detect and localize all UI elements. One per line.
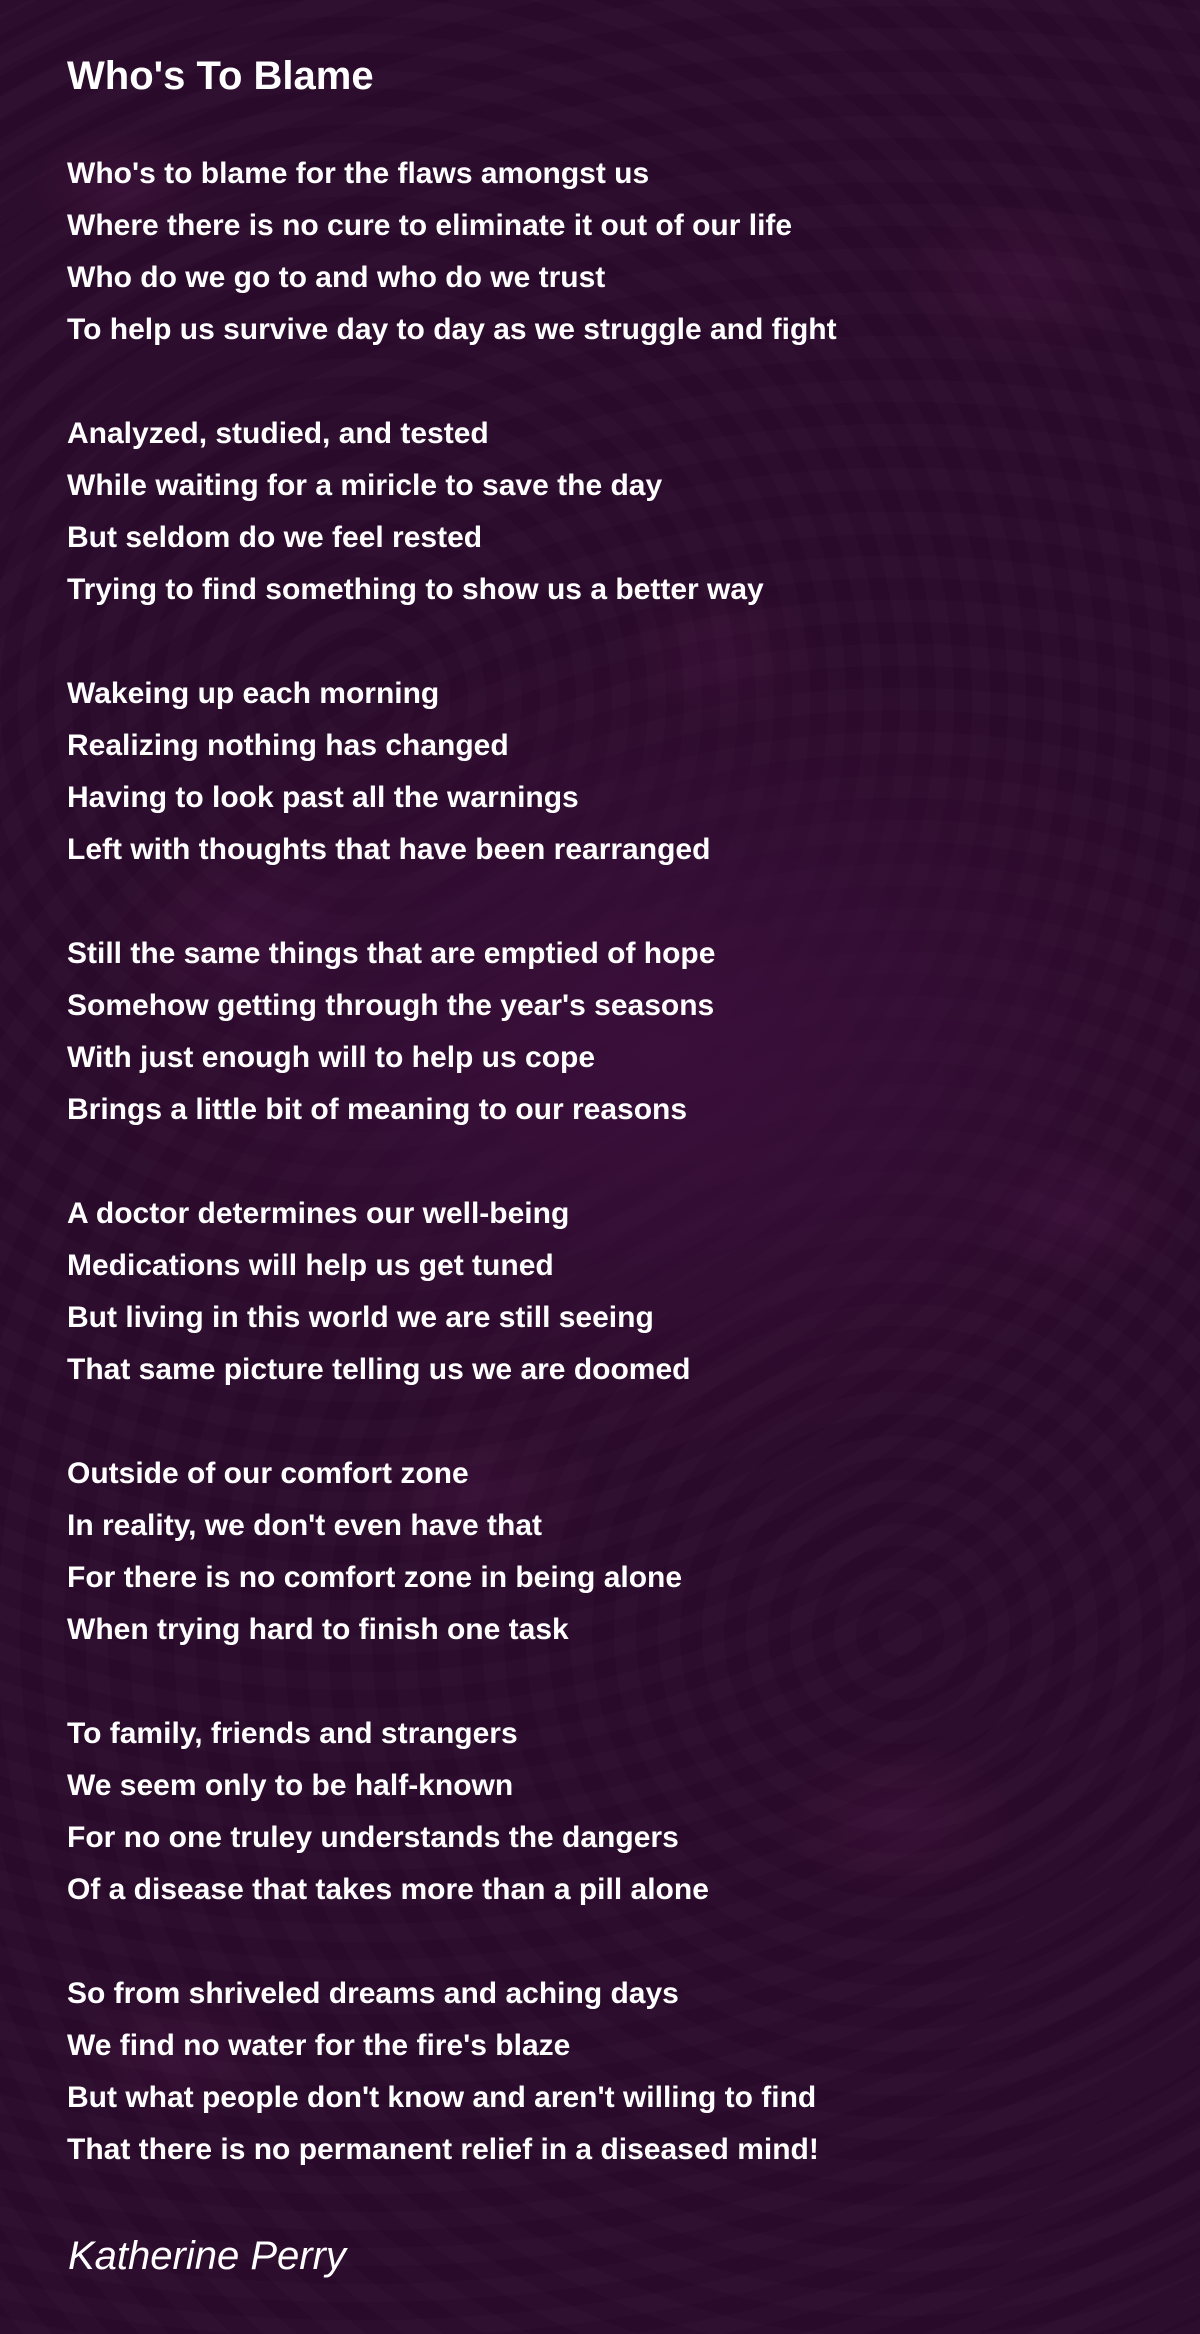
poem-line: Analyzed, studied, and tested bbox=[67, 417, 489, 450]
poem-line: Who's to blame for the flaws amongst us bbox=[67, 157, 650, 190]
poem-line: But what people don't know and aren't willing to find bbox=[67, 2081, 817, 2114]
stanza-3 bbox=[67, 668, 710, 876]
poem-line: With just enough will to help us cope bbox=[67, 1041, 596, 1074]
poem-line: Medications will help us get tuned bbox=[67, 1249, 554, 1282]
poem-line: We seem only to be half-known bbox=[67, 1769, 514, 1802]
poem-line: Trying to find something to show us a better way bbox=[67, 573, 764, 606]
stanza-4 bbox=[67, 928, 715, 1136]
poem-author: Katherine Perry bbox=[68, 2234, 346, 2278]
stanza-7 bbox=[67, 1708, 709, 1916]
poem-line: So from shriveled dreams and aching days bbox=[67, 1977, 679, 2010]
poem-line: Who do we go to and who do we trust bbox=[67, 261, 606, 294]
stanza-1 bbox=[67, 148, 837, 356]
poem-line: Somehow getting through the year's seasons bbox=[67, 989, 715, 1022]
poem-line: But living in this world we are still seeing bbox=[67, 1301, 654, 1334]
poem-line: Still the same things that are emptied of hope bbox=[67, 937, 716, 970]
stanza-5 bbox=[67, 1188, 690, 1396]
poem-line: Left with thoughts that have been rearranged bbox=[67, 833, 711, 866]
poem-line: Brings a little bit of meaning to our reasons bbox=[67, 1093, 688, 1126]
poem-line: Outside of our comfort zone bbox=[67, 1457, 469, 1490]
poem-line: Realizing nothing has changed bbox=[67, 729, 509, 762]
poem-line: Having to look past all the warnings bbox=[67, 781, 579, 814]
stanza-6 bbox=[67, 1448, 682, 1656]
stanza-8 bbox=[67, 1968, 819, 2176]
poem-title: Who's To Blame bbox=[67, 54, 374, 98]
poem-line: That same picture telling us we are doomed bbox=[67, 1353, 691, 1386]
poem-line: That there is no permanent relief in a diseased mind! bbox=[67, 2133, 819, 2166]
poem-line: When trying hard to finish one task bbox=[67, 1613, 569, 1646]
poem-line: Where there is no cure to eliminate it out of our life bbox=[67, 209, 793, 242]
poem-line: We find no water for the fire's blaze bbox=[67, 2029, 571, 2062]
poem-line: While waiting for a miricle to save the day bbox=[67, 469, 663, 502]
stanza-2 bbox=[67, 408, 764, 616]
poem-line: A doctor determines our well-being bbox=[67, 1197, 570, 1230]
poem-line: For there is no comfort zone in being alone bbox=[67, 1561, 683, 1594]
poem-line: For no one truley understands the dangers bbox=[67, 1821, 679, 1854]
poem-line: But seldom do we feel rested bbox=[67, 521, 483, 554]
poem-line: Of a disease that takes more than a pill alone bbox=[67, 1873, 709, 1906]
poem-line: To help us survive day to day as we struggle and fight bbox=[67, 313, 837, 346]
poem-line: Wakeing up each morning bbox=[67, 677, 440, 710]
poem-line: In reality, we don't even have that bbox=[67, 1509, 543, 1542]
poem-line: To family, friends and strangers bbox=[67, 1717, 518, 1750]
